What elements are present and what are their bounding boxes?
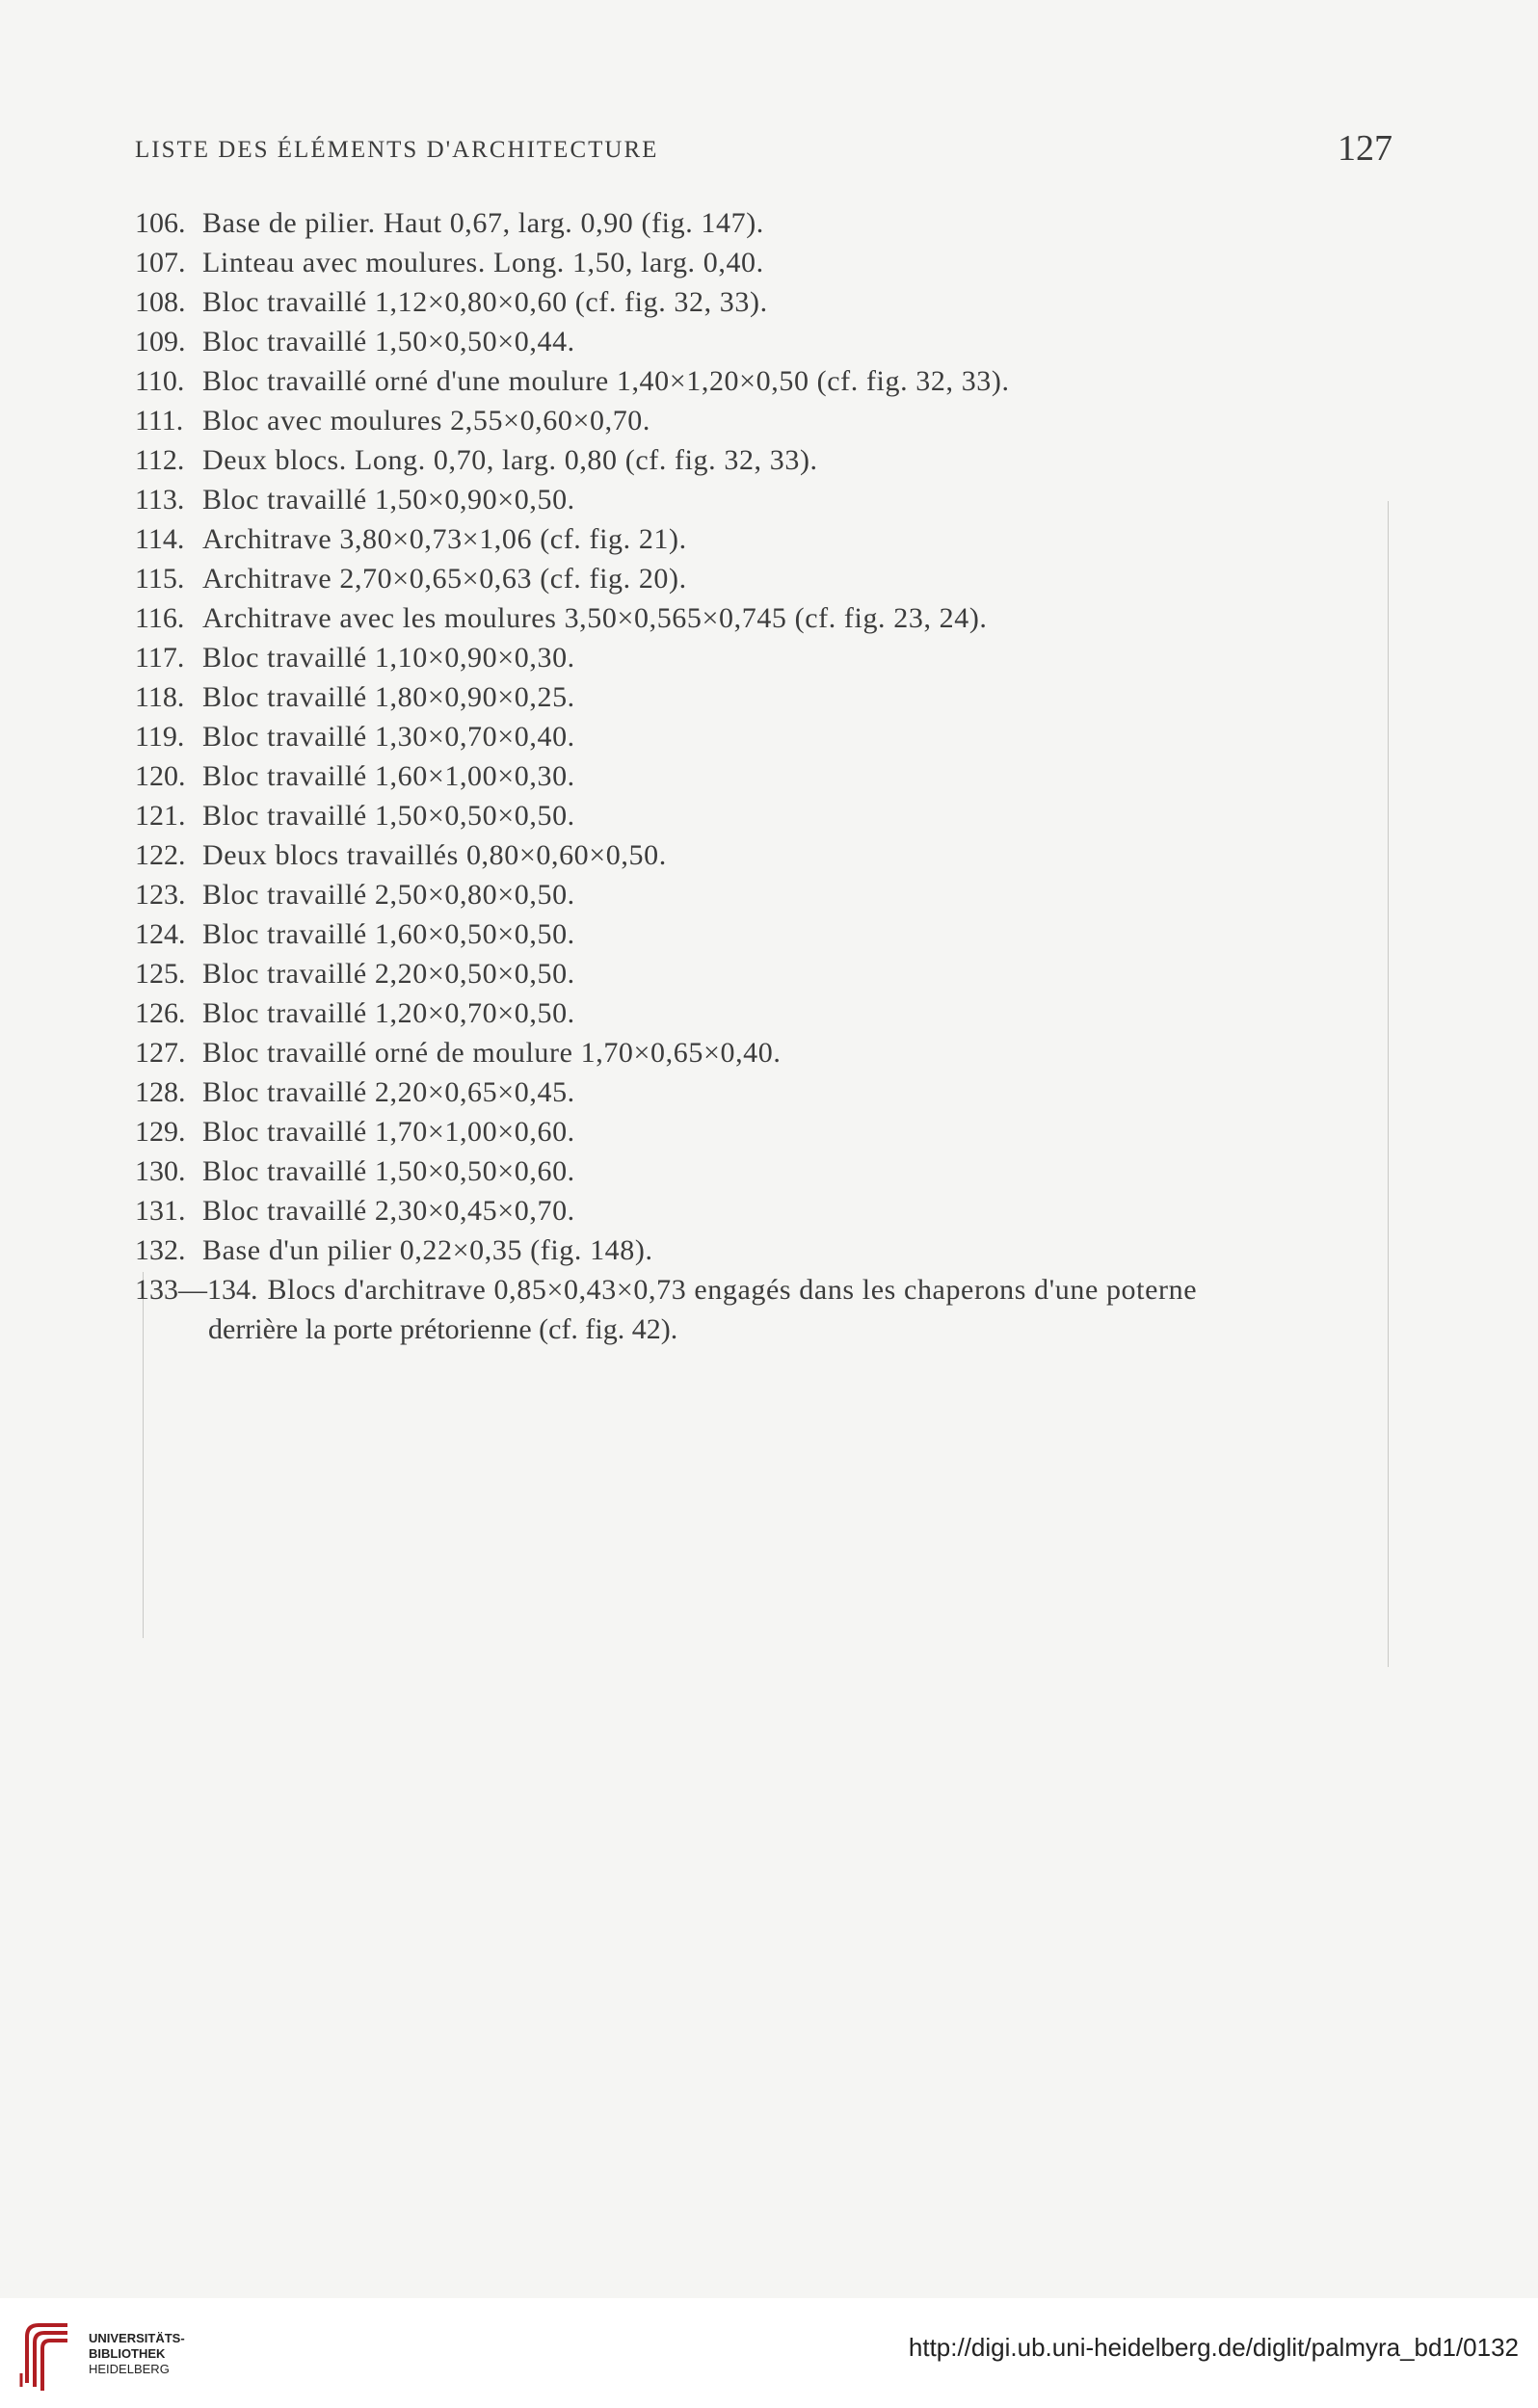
source-url-link[interactable]: http://digi.ub.uni-heidelberg.de/diglit/palmyra_bd1/0132 <box>908 2333 1519 2362</box>
item-number: 107. <box>135 247 186 278</box>
item-text: Bloc travaillé orné d'une moulure 1,40×1,20×0,50 (cf. fig. 32, 33). <box>202 365 1010 397</box>
item-number: 128. <box>135 1076 186 1108</box>
item-text: Bloc travaillé orné de moulure 1,70×0,65×0,40. <box>202 1037 782 1069</box>
item-number: 108. <box>135 286 186 318</box>
item-text: Architrave 3,80×0,73×1,06 (cf. fig. 21). <box>202 523 687 555</box>
item-text: Bloc travaillé 2,20×0,65×0,45. <box>202 1076 575 1108</box>
item-text: Bloc travaillé 1,10×0,90×0,30. <box>202 642 575 674</box>
list-item <box>135 282 1407 322</box>
list-item <box>135 440 1407 480</box>
item-text: Bloc travaillé 1,70×1,00×0,60. <box>202 1116 575 1148</box>
item-number: 111. <box>135 405 184 437</box>
item-number: 124. <box>135 918 186 950</box>
running-head <box>135 128 1392 172</box>
list-item <box>135 875 1407 914</box>
library-name <box>89 2331 185 2377</box>
item-text: Architrave 2,70×0,65×0,63 (cf. fig. 20). <box>202 563 687 595</box>
item-text: Bloc travaillé 1,60×0,50×0,50. <box>202 918 575 950</box>
item-number: 132. <box>135 1234 186 1266</box>
item-text: Bloc travaillé 1,60×1,00×0,30. <box>202 760 575 792</box>
library-name-line1: UNIVERSITÄTS- <box>89 2331 185 2345</box>
list-item <box>135 480 1407 519</box>
item-number: 110. <box>135 365 185 397</box>
item-number: 122. <box>135 839 186 871</box>
item-text: Linteau avec moulures. Long. 1,50, larg. 0,40. <box>202 247 764 278</box>
item-text: Architrave avec les moulures 3,50×0,565×0,745 (cf. fig. 23, 24). <box>202 602 988 634</box>
list-item <box>135 1191 1407 1230</box>
item-text: Base de pilier. Haut 0,67, larg. 0,90 (fig. 147). <box>202 207 764 239</box>
item-text: Bloc travaillé 1,20×0,70×0,50. <box>202 997 575 1029</box>
list-item <box>135 559 1407 598</box>
item-text: Bloc avec moulures 2,55×0,60×0,70. <box>202 405 650 437</box>
list-item <box>135 954 1407 993</box>
list-item-last <box>135 1270 1407 1349</box>
list-item <box>135 1112 1407 1151</box>
library-logo-icon <box>17 2315 77 2393</box>
item-text: Bloc travaillé 1,50×0,50×0,60. <box>202 1155 575 1187</box>
item-number: 117. <box>135 642 185 674</box>
item-text: Bloc travaillé 2,30×0,45×0,70. <box>202 1195 575 1227</box>
list-item <box>135 598 1407 638</box>
footer-bar <box>0 2298 1538 2408</box>
element-list <box>135 203 1407 1349</box>
item-text: Blocs d'architrave 0,85×0,43×0,73 engagés dans les chaperons d'une poterne <box>267 1274 1198 1306</box>
list-item <box>135 243 1407 282</box>
list-item <box>135 1072 1407 1112</box>
item-number: 113. <box>135 484 185 516</box>
item-text: Bloc travaillé 2,20×0,50×0,50. <box>202 958 575 990</box>
item-number: 112. <box>135 444 185 476</box>
item-number: 129. <box>135 1116 186 1148</box>
page-number: 127 <box>1338 128 1392 169</box>
item-text: Bloc travaillé 1,30×0,70×0,40. <box>202 721 575 753</box>
list-item <box>135 638 1407 677</box>
item-text: Bloc travaillé 1,50×0,50×0,50. <box>202 800 575 832</box>
list-item <box>135 1230 1407 1270</box>
item-number: 127. <box>135 1037 186 1069</box>
item-number: 106. <box>135 207 186 239</box>
item-number: 109. <box>135 326 186 357</box>
list-item <box>135 993 1407 1033</box>
library-name-line2: BIBLIOTHEK <box>89 2346 166 2361</box>
list-item <box>135 203 1407 243</box>
running-head-title: LISTE DES ÉLÉMENTS D'ARCHITECTURE <box>135 137 659 163</box>
item-number: 126. <box>135 997 186 1029</box>
item-number: 123. <box>135 879 186 911</box>
list-item <box>135 401 1407 440</box>
item-text-continuation: derrière la porte prétorienne (cf. fig. 42). <box>208 1313 678 1345</box>
item-number: 114. <box>135 523 185 555</box>
list-item <box>135 756 1407 796</box>
list-item <box>135 835 1407 875</box>
list-item <box>135 717 1407 756</box>
item-number: 116. <box>135 602 185 634</box>
list-item <box>135 361 1407 401</box>
item-text: Bloc travaillé 1,50×0,90×0,50. <box>202 484 575 516</box>
item-number: 118. <box>135 681 185 713</box>
item-text: Deux blocs. Long. 0,70, larg. 0,80 (cf. fig. 32, 33). <box>202 444 818 476</box>
list-item <box>135 1033 1407 1072</box>
item-text: Bloc travaillé 1,80×0,90×0,25. <box>202 681 575 713</box>
item-number: 121. <box>135 800 186 832</box>
item-number: 115. <box>135 563 185 595</box>
list-item <box>135 1151 1407 1191</box>
list-item <box>135 519 1407 559</box>
list-item <box>135 677 1407 717</box>
item-number: 119. <box>135 721 185 753</box>
item-number: 125. <box>135 958 186 990</box>
list-item <box>135 914 1407 954</box>
item-text: Bloc travaillé 1,12×0,80×0,60 (cf. fig. 32, 33). <box>202 286 768 318</box>
item-number: 133—134. <box>135 1274 258 1306</box>
item-text: Bloc travaillé 1,50×0,50×0,44. <box>202 326 575 357</box>
item-text: Base d'un pilier 0,22×0,35 (fig. 148). <box>202 1234 653 1266</box>
list-item <box>135 322 1407 361</box>
list-item <box>135 796 1407 835</box>
item-text: Deux blocs travaillés 0,80×0,60×0,50. <box>202 839 667 871</box>
item-number: 120. <box>135 760 186 792</box>
library-name-line3: HEIDELBERG <box>89 2362 170 2376</box>
item-text: Bloc travaillé 2,50×0,80×0,50. <box>202 879 575 911</box>
item-number: 130. <box>135 1155 186 1187</box>
item-number: 131. <box>135 1195 186 1227</box>
